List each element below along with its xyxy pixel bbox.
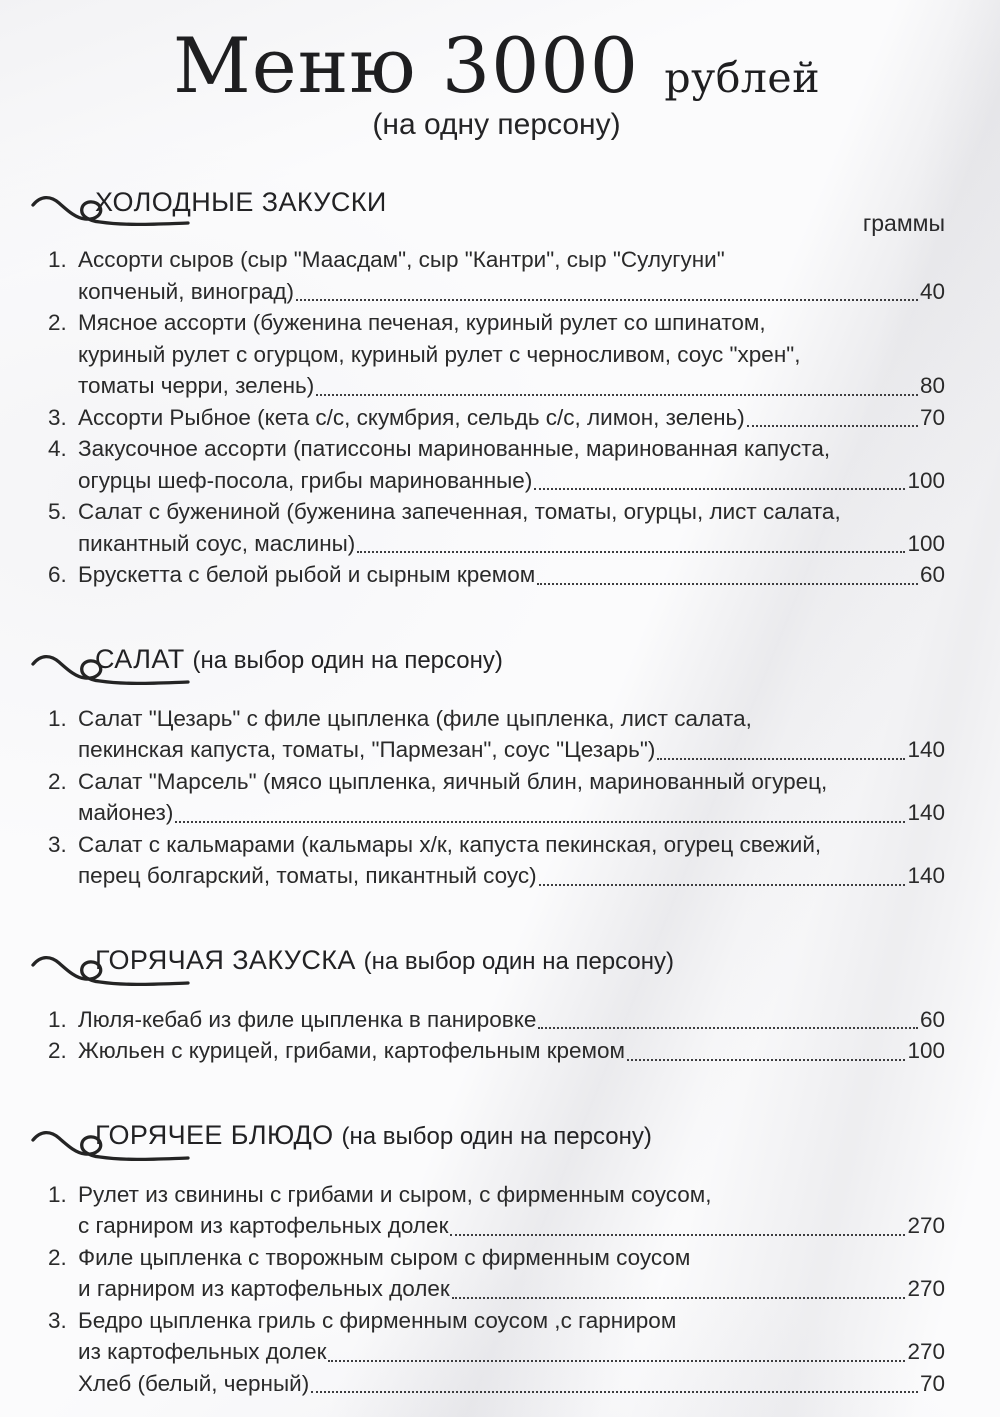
menu-item-line: [48, 1368, 945, 1400]
menu-item-line: [48, 1305, 945, 1337]
menu-item-line: [48, 1336, 945, 1368]
item-text: куриный рулет с огурцом, куриный рулет с черносливом, соус "хрен",: [78, 341, 801, 367]
menu-title-suffix: рублей: [664, 54, 821, 102]
item-text: Хлеб (белый, черный): [78, 1370, 310, 1396]
section-title: САЛАТ: [95, 643, 185, 674]
menu-sections: [48, 182, 945, 1399]
item-text: Салат "Марсель" (мясо цыпленка, яичный блин, маринованный огурец,: [78, 768, 828, 794]
menu-item-line: [48, 339, 945, 371]
menu-item-line: [48, 1179, 945, 1211]
menu-item-line: [48, 528, 945, 560]
item-grams: 40: [919, 278, 945, 304]
menu-item-line: [48, 370, 945, 402]
item-grams: 140: [907, 737, 945, 763]
section-head: [48, 182, 945, 237]
item-grams: 60: [919, 562, 945, 588]
menu-item-line: [48, 766, 945, 798]
item-text: огурцы шеф-посола, грибы маринованные): [78, 467, 533, 493]
section-items: [48, 1179, 945, 1400]
item-text: Салат "Цезарь" с филе цыпленка (филе цыпленка, лист салата,: [78, 705, 752, 731]
dot-leader: [534, 488, 905, 490]
item-text: с гарниром из картофельных долек: [78, 1213, 449, 1239]
menu-title: [48, 21, 945, 110]
item-number: 1.: [48, 247, 67, 273]
menu-item-line: [48, 402, 945, 434]
item-grams: 270: [907, 1339, 945, 1365]
item-text: томаты черри, зелень): [78, 373, 315, 399]
menu-item-line: [48, 797, 945, 829]
section-title: ГОРЯЧЕЕ БЛЮДО: [95, 1119, 334, 1150]
item-grams: 70: [919, 404, 945, 430]
menu-item-line: [48, 465, 945, 497]
dot-leader: [657, 758, 905, 760]
item-number: 5.: [48, 499, 67, 525]
menu-item-line: [48, 244, 945, 276]
item-grams: 60: [919, 1006, 945, 1032]
item-text: Бедро цыпленка гриль с фирменным соусом ,с гарниром: [78, 1307, 677, 1333]
menu-item-line: [48, 1004, 945, 1036]
menu-item-line: [48, 307, 945, 339]
flourish-swirl-icon: [30, 1124, 192, 1170]
dot-leader: [747, 425, 918, 427]
dot-leader: [627, 1059, 905, 1061]
menu-section: [48, 182, 945, 591]
dot-leader: [450, 1234, 905, 1236]
section-note: (на выбор один на персону): [363, 947, 675, 975]
item-grams: 100: [907, 530, 945, 556]
menu-item-line: [48, 1273, 945, 1305]
item-grams: 270: [907, 1276, 945, 1302]
menu-item-line: [48, 496, 945, 528]
menu-item-line: [48, 860, 945, 892]
item-grams: 80: [919, 373, 945, 399]
section-head: [48, 641, 945, 679]
item-text: Мясное ассорти (буженина печеная, куриный рулет со шпинатом,: [78, 310, 766, 336]
section-items: [48, 1004, 945, 1067]
section-head: [48, 1117, 945, 1155]
item-number: 2.: [48, 1038, 67, 1064]
item-number: 4.: [48, 436, 67, 462]
item-text: Люля-кебаб из филе цыпленка в панировке: [78, 1006, 537, 1032]
section-title: ХОЛОДНЫЕ ЗАКУСКИ: [95, 187, 387, 218]
item-grams: 140: [907, 863, 945, 889]
section-note: (на выбор один на персону): [192, 646, 503, 674]
dot-leader: [357, 551, 905, 553]
item-text: копченый, виноград): [78, 278, 295, 304]
item-grams: 70: [919, 1370, 945, 1396]
menu-section: [48, 1117, 945, 1400]
menu-item-line: [48, 1242, 945, 1274]
item-text: пикантный соус, маслины): [78, 530, 356, 556]
dot-leader: [452, 1297, 906, 1299]
item-text: Брускетта с белой рыбой и сырным кремом: [78, 562, 536, 588]
menu-item-line: [48, 1035, 945, 1067]
item-text: Закусочное ассорти (патиссоны маринованные, маринованная капуста,: [78, 436, 831, 462]
flourish-swirl-icon: [30, 189, 192, 235]
item-text: Рулет из свинины с грибами и сыром, с фирменным соусом,: [78, 1181, 712, 1207]
dot-leader: [311, 1391, 918, 1393]
menu-item-line: [48, 1210, 945, 1242]
menu-section: [48, 942, 945, 1067]
dot-leader: [539, 884, 906, 886]
item-text: Жюльен с курицей, грибами, картофельным кремом: [78, 1038, 626, 1064]
dot-leader: [175, 821, 905, 823]
item-number: 3.: [48, 831, 67, 857]
item-text: и гарниром из картофельных долек: [78, 1276, 450, 1302]
section-head: [48, 942, 945, 980]
item-text: из картофельных долек: [78, 1339, 327, 1365]
menu-title-main: Меню 3000: [172, 21, 640, 110]
item-text: Салат с бужениной (буженина запеченная, томаты, огурцы, лист салата,: [78, 499, 841, 525]
menu-item-line: [48, 703, 945, 735]
item-text: Филе цыпленка с творожным сыром с фирменным соусом: [78, 1244, 691, 1270]
grams-column-label: граммы: [862, 210, 945, 237]
menu-item-line: [48, 829, 945, 861]
menu-header: [48, 21, 945, 142]
dot-leader: [328, 1360, 905, 1362]
section-items: [48, 703, 945, 892]
menu-item-line: [48, 433, 945, 465]
item-number: 2.: [48, 768, 67, 794]
item-number: 3.: [48, 404, 67, 430]
item-text: пекинская капуста, томаты, "Пармезан", соус "Цезарь"): [78, 737, 656, 763]
item-grams: 140: [907, 800, 945, 826]
menu-item-line: [48, 734, 945, 766]
item-text: майонез): [78, 800, 174, 826]
item-number: 2.: [48, 310, 67, 336]
item-text: Ассорти Рыбное (кета с/с, скумбрия, сельдь с/с, лимон, зелень): [78, 404, 745, 430]
item-number: 1.: [48, 1181, 67, 1207]
dot-leader: [537, 583, 918, 585]
item-text: перец болгарский, томаты, пикантный соус): [78, 863, 537, 889]
item-text: Ассорти сыров (сыр "Маасдам", сыр "Кантри", сыр "Сулугуни": [78, 247, 725, 273]
item-number: 1.: [48, 705, 67, 731]
menu-subtitle: (на одну персону): [372, 107, 621, 141]
item-number: 1.: [48, 1006, 67, 1032]
flourish-swirl-icon: [30, 949, 192, 995]
dot-leader: [296, 299, 918, 301]
section-items: [48, 244, 945, 591]
section-title: ГОРЯЧАЯ ЗАКУСКА: [95, 944, 356, 975]
section-note: (на выбор один на персону): [341, 1122, 652, 1150]
flourish-swirl-icon: [30, 648, 192, 694]
item-grams: 100: [907, 1038, 945, 1064]
item-grams: 100: [907, 467, 945, 493]
item-number: 2.: [48, 1244, 67, 1270]
menu-item-line: [48, 559, 945, 591]
dot-leader: [538, 1027, 918, 1029]
item-grams: 270: [907, 1213, 945, 1239]
item-number: 6.: [48, 562, 67, 588]
menu-section: [48, 641, 945, 892]
item-number: 3.: [48, 1307, 67, 1333]
item-text: Салат с кальмарами (кальмары х/к, капуста пекинская, огурец свежий,: [78, 831, 822, 857]
dot-leader: [316, 394, 918, 396]
menu-item-line: [48, 276, 945, 308]
